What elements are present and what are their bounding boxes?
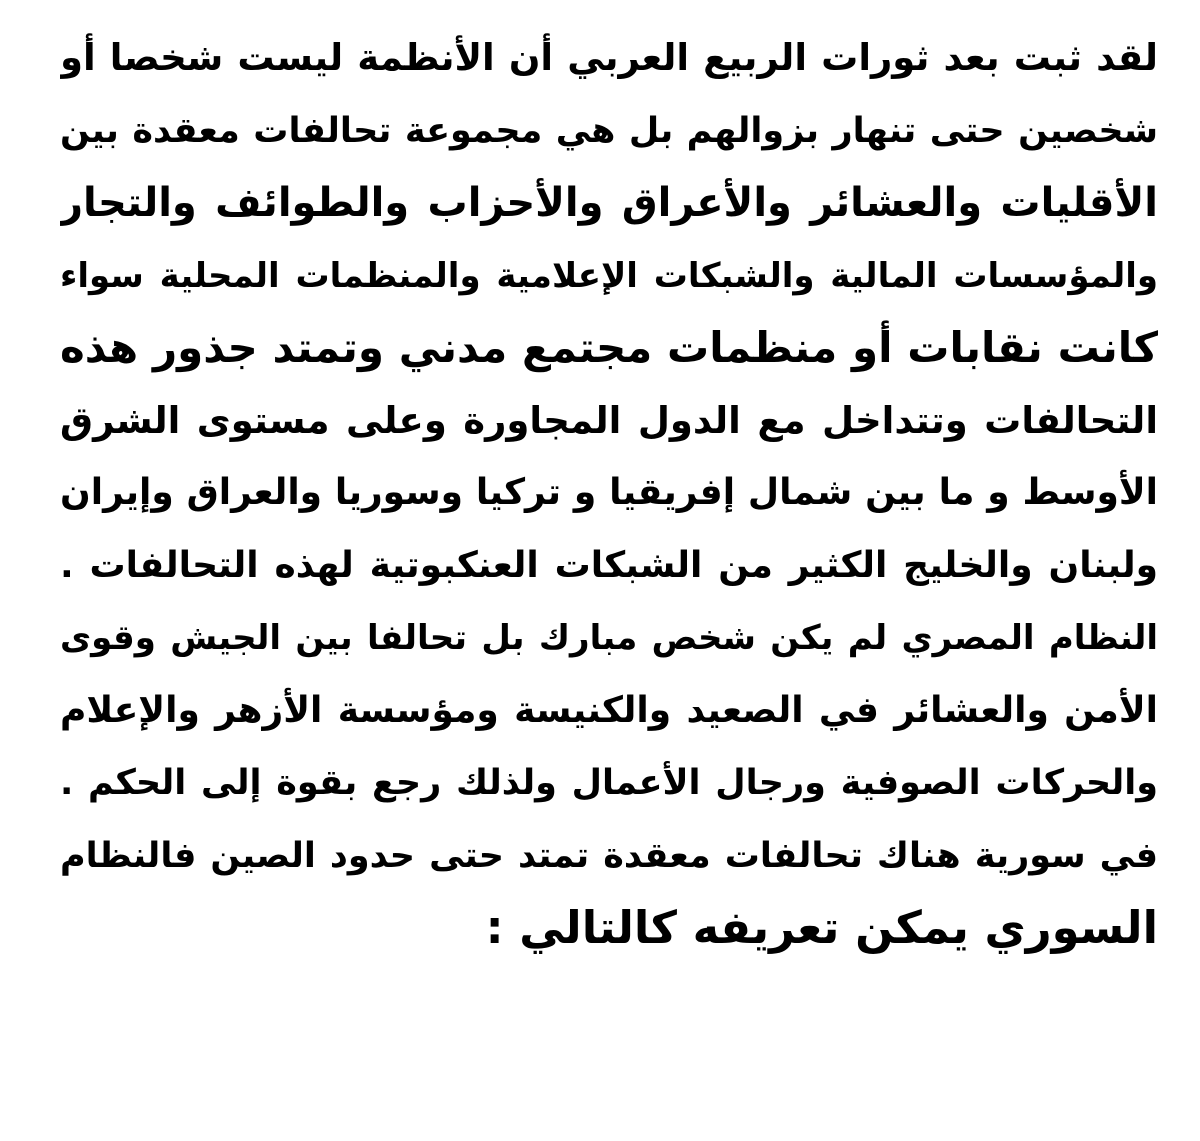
text-line-6: التحالفات وتتداخل مع الدول المجاورة وعلى مستوى الشرق xyxy=(60,398,1158,442)
text-line-2: شخصين حتى تنهار بزوالهم بل هي مجموعة تحالفات معقدة بين xyxy=(60,110,1158,151)
text-line-7: الأوسط و ما بين شمال إفريقيا و تركيا وسوريا والعراق وإيران xyxy=(60,472,1158,513)
text-line-4: والمؤسسات المالية والشبكات الإعلامية والمنظمات المحلية سواء xyxy=(60,255,1158,296)
text-line-3: الأقليات والعشائر والأعراق والأحزاب والطوائف والتجار xyxy=(60,180,1158,226)
document-body xyxy=(60,22,1158,965)
text-line-5: كانت نقابات أو منظمات مجتمع مدني وتمتد جذور هذه xyxy=(60,323,1158,372)
text-line-9: النظام المصري لم يكن شخص مبارك بل تحالفا بين الجيش وقوى xyxy=(60,618,1158,658)
text-line-1: لقد ثبت بعد ثورات الربيع العربي أن الأنظمة ليست شخصا أو xyxy=(60,36,1158,79)
text-line-12: في سورية هناك تحالفات معقدة تمتد حتى حدود الصين فالنظام xyxy=(60,835,1158,876)
text-line-11: والحركات الصوفية ورجال الأعمال ولذلك رجع بقوة إلى الحكم . xyxy=(60,763,1158,803)
text-line-10: الأمن والعشائر في الصعيد والكنيسة ومؤسسة الأزهر والإعلام xyxy=(60,689,1158,731)
text-line-13: السوري يمكن تعريفه كالتالي : xyxy=(485,901,1158,954)
text-line-8: ولبنان والخليج الكثير من الشبكات العنكبوتية لهذه التحالفات . xyxy=(60,544,1158,586)
